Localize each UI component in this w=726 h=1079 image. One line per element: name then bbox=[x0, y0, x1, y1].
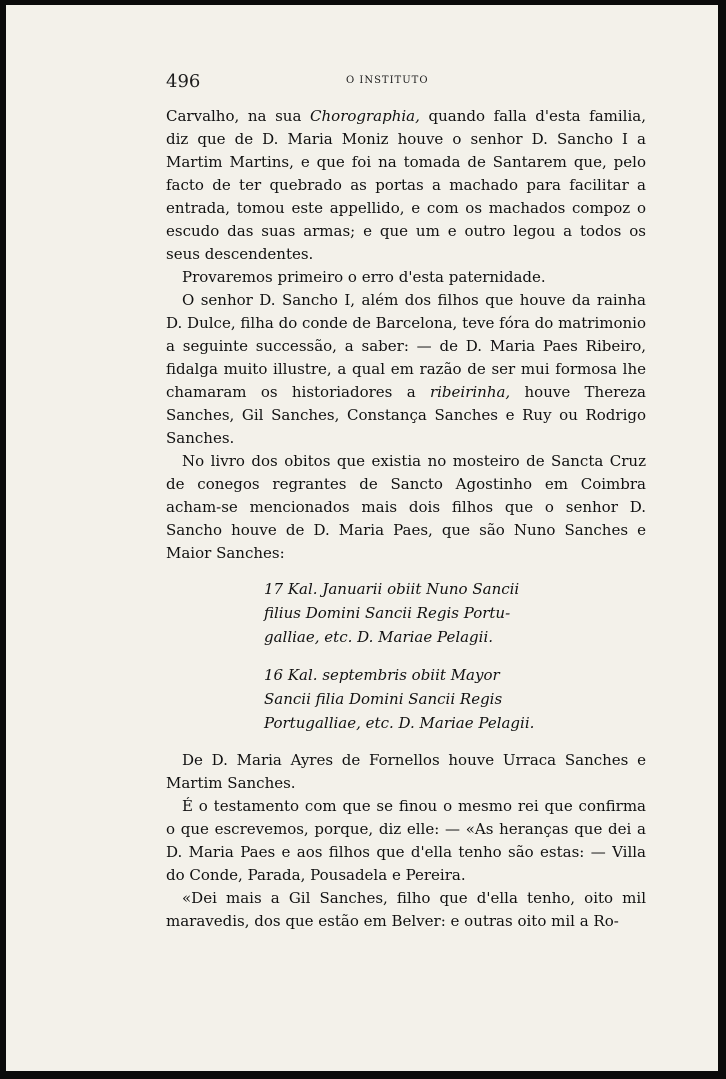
latin-quote-2 bbox=[264, 663, 646, 735]
paragraph-3: O senhor D. Sancho I, além dos filhos que houve da rainha D. Dulce, filha do conde de Barcelona, teve fóra do matrimonio a seguinte successão, a saber: — de D. Maria Paes Ribeiro, fidalga muito illustre, a qual em razão de ser mui formosa lhe chamaram os historiadores a ribeirinha, houve Thereza Sanches, Gil Sanches, Constança Sanches e Ruy ou Rodrigo Sanches. bbox=[166, 291, 646, 447]
paragraph-7: «Dei mais a Gil Sanches, filho que d'ella tenho, oito mil maravedis, dos que estão em Belver: e outras oito mil a Ro- bbox=[166, 889, 646, 930]
paragraph-6: É o testamento com que se finou o mesmo rei que confirma o que escrevemos, porque, diz elle: — «As heranças que dei a D. Maria Paes e aos filhos que d'ella tenho são estas: — Villa do Conde, Parada, Pousadela e Pereira. bbox=[166, 797, 646, 884]
paragraph-4: No livro dos obitos que existia no mosteiro de Sancta Cruz de conegos regrantes de Sancto Agostinho em Coimbra acham-se mencionados mais dois filhos que o senhor D. Sancho houve de D. Maria Paes, que são Nuno Sanches e Maior Sanches: bbox=[166, 452, 646, 562]
quote-line: Sancii filia Domini Sancii Regis bbox=[264, 690, 503, 708]
running-title: O INSTITUTO bbox=[346, 75, 429, 86]
quote-line: galliae, etc. D. Mariae Pelagii. bbox=[264, 628, 494, 646]
paragraph-5: De D. Maria Ayres de Fornellos houve Urraca Sanches e Martim Sanches. bbox=[166, 751, 646, 792]
page-header bbox=[166, 71, 646, 93]
quote-line: filius Domini Sancii Regis Portu- bbox=[264, 604, 511, 622]
paragraph-1: Carvalho, na sua Chorographia, quando falla d'esta familia, diz que de D. Maria Moniz houve o senhor D. Sancho I a Martim Martins, e que foi na tomada de Santarem que, pelo facto de ter quebrado as portas a machado para facilitar a entrada, tomou este appellido, e com os machados compoz o escudo das suas armas; e que um e outro legou a todos os seus descendentes. bbox=[166, 107, 646, 263]
quote-line: 17 Kal. Januarii obiit Nuno Sancii bbox=[264, 580, 520, 598]
page-number: 496 bbox=[166, 71, 201, 92]
quote-line: Portugalliae, etc. D. Mariae Pelagii. bbox=[264, 714, 535, 732]
body-text bbox=[166, 105, 646, 933]
latin-quote-1 bbox=[264, 577, 646, 649]
paragraph-2: Provaremos primeiro o erro d'esta paternidade. bbox=[182, 268, 546, 286]
quote-line: 16 Kal. septembris obiit Mayor bbox=[264, 666, 500, 684]
book-page bbox=[6, 5, 718, 1071]
